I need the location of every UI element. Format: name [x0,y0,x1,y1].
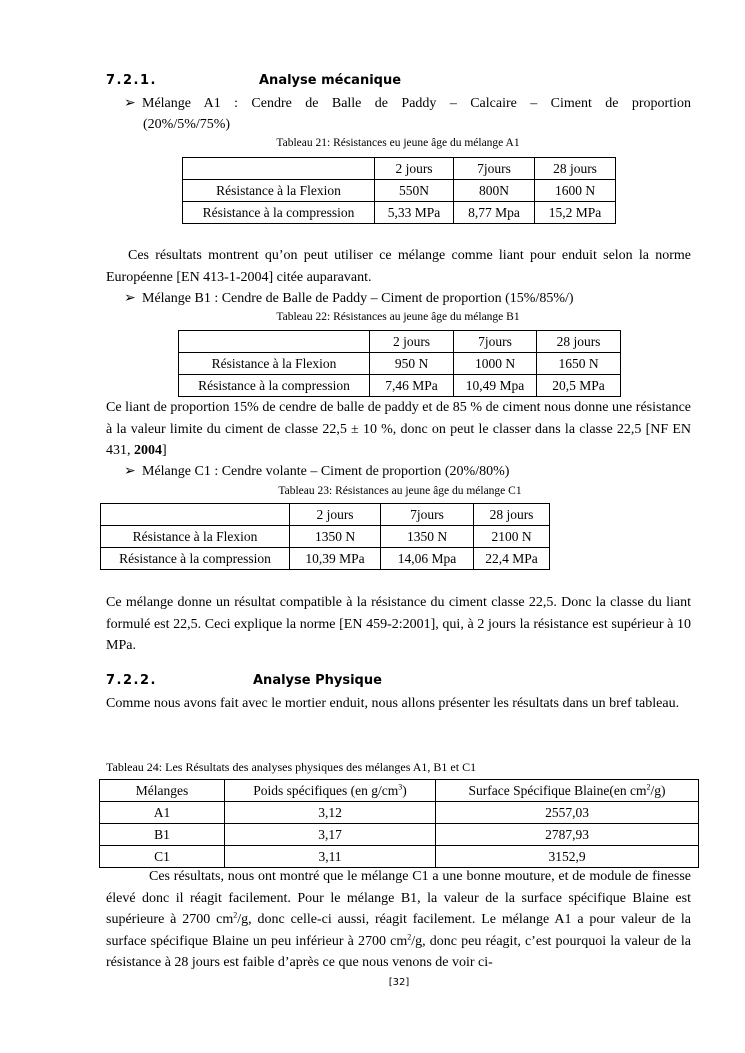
table-cell: 3152,9 [436,846,699,868]
section-heading-722 [106,673,157,688]
bullet-b1-text: Mélange B1 : Cendre de Balle de Paddy – Ciment de proportion (15%/85%/) [142,291,574,306]
arrow-bullet-icon: ➢ [124,464,136,479]
table-cell: Résistance à la compression [179,375,370,397]
table-cell: 1000 N [454,353,537,375]
table-row [100,824,699,846]
bullet-c1-text: Mélange C1 : Cendre volante – Ciment de proportion (20%/80%) [142,464,510,479]
table-cell: Résistance à la Flexion [101,526,290,548]
table-cell: C1 [100,846,225,868]
table-cell: 28 jours [474,504,550,526]
section-title-721: Analyse mécanique [259,73,402,88]
table22-caption: Tableau 22: Résistances au jeune âge du mélange B1 [276,311,520,323]
table-cell: 14,06 Mpa [381,548,474,570]
table-row [100,802,699,824]
table-cell: 3,12 [225,802,436,824]
table-cell: 2100 N [474,526,550,548]
table-cell: Mélanges [100,780,225,802]
table-row [179,375,621,397]
table-header-row [179,331,621,353]
table-cell [101,504,290,526]
table-row [100,846,699,868]
page-number: [32] [388,977,410,988]
table-cell: 2 jours [290,504,381,526]
arrow-bullet-icon: ➢ [124,96,136,111]
table-cell: 10,49 Mpa [454,375,537,397]
table-cell [179,331,370,353]
table-cell: Résistance à la Flexion [179,353,370,375]
table-cell: Surface Spécifique Blaine(en $cm^2/g$) [436,780,699,802]
table-cell: 7jours [381,504,474,526]
table-cell: 28 jours [535,158,616,180]
bullet-a1 [124,93,691,135]
table-cell: 7,46 MPa [370,375,454,397]
paragraph-3: Ce mélange donne un résultat compatible à la résistance du ciment classe 22,5. Donc la classe du liant formulé est 22,5. Ceci explique la norme [EN 459-2:2001], qui, à 2 jours la résistance est supérieur à 10 MPa. [106,595,691,653]
table24 [99,779,699,868]
table-cell: 3,11 [225,846,436,868]
table-cell: 2787,93 [436,824,699,846]
table-cell: 8,77 Mpa [454,202,535,224]
table-row [179,353,621,375]
paragraph-2: Ce liant de proportion 15% de cendre de balle de paddy et de 85 % de ciment nous donne une résistance à la valeur limite du ciment de classe 22,5 ± 10 %, donc on peut le classer dans la classe 22,5 [NF EN 431, 2004] [106,400,691,458]
table-cell: 1350 N [290,526,381,548]
table-cell: 950 N [370,353,454,375]
section-heading-721 [106,73,157,88]
table-cell: 10,39 MPa [290,548,381,570]
table-cell: Poids spécifiques (en $g/cm^3$) [225,780,436,802]
section-title-722: Analyse Physique [253,673,382,688]
table-cell: 1600 N [535,180,616,202]
table-cell: 2 jours [370,331,454,353]
table-cell: 1650 N [537,353,621,375]
table-cell: 20,5 MPa [537,375,621,397]
table-row [183,202,616,224]
table-row [183,180,616,202]
table-header-row [183,158,616,180]
table21 [182,157,616,224]
table-cell: 28 jours [537,331,621,353]
bullet-c1 [124,461,691,482]
table-cell: B1 [100,824,225,846]
table-cell: 3,17 [225,824,436,846]
table-cell: 22,4 MPa [474,548,550,570]
table-cell: 1350 N [381,526,474,548]
bullet-b1 [124,288,691,309]
table-cell: Résistance à la compression [101,548,290,570]
table23-caption: Tableau 23: Résistances au jeune âge du mélange C1 [278,485,522,497]
table-header-row [101,504,550,526]
table-cell: 7jours [454,331,537,353]
section-number: 7.2.1. [106,73,157,88]
table21-caption: Tableau 21: Résistances eu jeune âge du mélange A1 [276,137,520,149]
table-cell: 5,33 MPa [375,202,454,224]
bold-year: 2004 [134,443,162,458]
table-cell: 2557,03 [436,802,699,824]
table-cell: A1 [100,802,225,824]
paragraph-1: Ces résultats montrent qu’on peut utiliser ce mélange comme liant pour enduit selon la norme Européenne [EN 413-1-2004] citée auparavant. [106,248,691,285]
table23 [100,503,550,570]
table-cell: 7jours [454,158,535,180]
paragraph-4: Comme nous avons fait avec le mortier enduit, nous allons présenter les résultats dans un bref tableau. [106,696,680,711]
table-row [101,548,550,570]
table-row [101,526,550,548]
table-cell: Résistance à la Flexion [183,180,375,202]
section-number: 7.2.2. [106,673,157,688]
bullet-a1-line2: (20%/5%/75%) [143,117,231,132]
table22 [178,330,621,397]
table-header-row [100,780,699,802]
table-cell: 800N [454,180,535,202]
arrow-bullet-icon: ➢ [124,291,136,306]
table-cell: Résistance à la compression [183,202,375,224]
table24-caption: Tableau 24: Les Résultats des analyses physiques des mélanges A1, B1 et C1 [106,760,477,774]
table-cell: 550N [375,180,454,202]
paragraph-5: Ces résultats, nous ont montré que le mélange C1 a une bonne mouture, et de module de finesse élevé donc il réagit facilement. Pour le mélange B1, la valeur de la surface spécifique Blaine est supérieure à 2700 $cm^2/g$, donc celle-ci aussi, réagit facilement. Le mélange A1 a pour valeur de la surface spécifique Blaine un peu inférieur à 2700 $cm^2/g$, donc peu réagit, c’est pourquoi la valeur de la résistance à 28 jours est faible d’après ce que nous venons de voir ci- [106,869,691,970]
table-cell: 15,2 MPa [535,202,616,224]
table-cell: 2 jours [375,158,454,180]
table-cell [183,158,375,180]
bullet-a1-line1: Mélange A1 : Cendre de Balle de Paddy – Calcaire – Ciment de proportion [142,96,691,111]
